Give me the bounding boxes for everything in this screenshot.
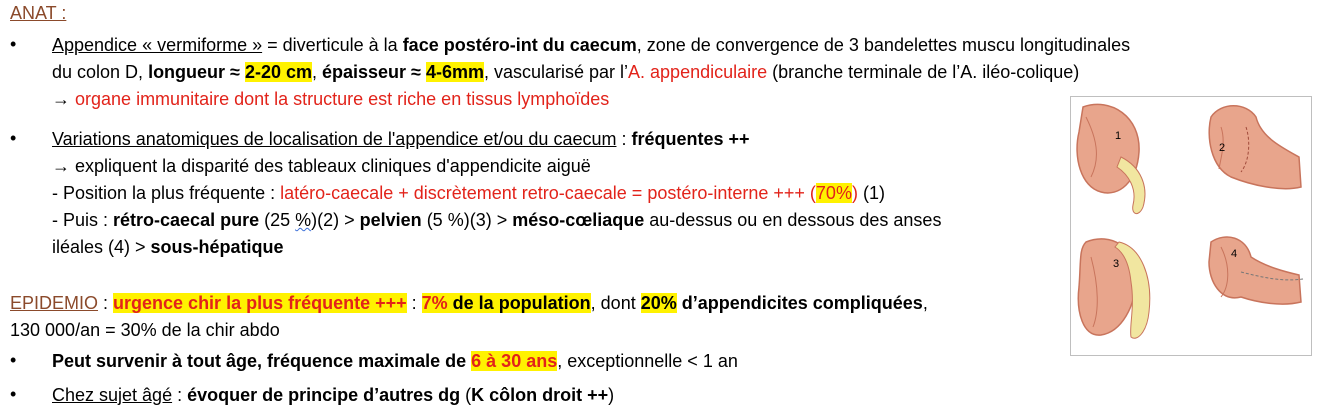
text: : [406, 293, 422, 313]
text: - Puis : [52, 210, 114, 230]
text-bold: longueur ≈ [148, 62, 245, 82]
sujet-age-label: Chez sujet âgé [52, 385, 173, 405]
text: , [922, 293, 928, 313]
anat-bullet1-line2 [52, 61, 1079, 83]
text-bold: sous-hépatique [150, 237, 284, 257]
highlight-length: 2-20 cm [244, 62, 312, 82]
text: - Position la plus fréquente : [52, 183, 281, 203]
text: )(2) > [311, 210, 360, 230]
anat-bullet2-line5 [52, 236, 284, 258]
epidemio-heading: EPIDEMIO [10, 293, 99, 313]
bullet-dot: • [10, 34, 17, 54]
highlight-70: 70% [815, 183, 852, 203]
highlight-thickness: 4-6mm [425, 62, 484, 82]
bullet-dot: • [10, 128, 17, 148]
text: (25 [259, 210, 296, 230]
text: (1) [857, 183, 885, 203]
text-bold: rétro-caecal pure [113, 210, 260, 230]
position-4-figure [1209, 237, 1303, 304]
position-1-figure [1077, 104, 1145, 213]
highlight-urgence: urgence chir la plus fréquente +++ [113, 293, 407, 313]
position-label-3: 3 [1113, 258, 1120, 270]
text: , [311, 62, 322, 82]
red-paren: ) [851, 183, 858, 203]
text-spellcheck: % [295, 210, 312, 230]
text-bold: fréquentes ++ [631, 129, 750, 149]
highlight-20pct: 20% [640, 293, 677, 313]
highlight-age: 6 à 30 ans [471, 351, 558, 371]
text-bold: évoquer de principe d’autres dg [187, 385, 461, 405]
anat-bullet2-line1 [52, 128, 750, 150]
appendice-label: Appendice « vermiforme » [52, 35, 263, 55]
text-bold: méso-cœliaque [512, 210, 645, 230]
epidemio-line2: 130 000/an = 30% de la chir abdo [10, 320, 280, 340]
arrow-icon: → [52, 89, 76, 109]
text: : [616, 129, 632, 149]
text-bold: Peut survenir à tout âge, fréquence maximale de [52, 351, 472, 371]
anat-bullet2-line4 [52, 209, 941, 231]
epidemio-bullet1 [52, 350, 738, 372]
text-bold: épaisseur ≈ [322, 62, 426, 82]
variations-label: Variations anatomiques de localisation de l'appendice et/ou du caecum [52, 129, 617, 149]
text: expliquent la disparité des tableaux cliniques d'appendicite aiguë [75, 156, 591, 176]
highlight-7pct: 7% [421, 293, 448, 313]
text-bold: face postéro-int du caecum [402, 35, 637, 55]
text: , dont [590, 293, 641, 313]
text: , vascularisé par l’ [483, 62, 629, 82]
text-bold: d’appendicites compliquées [676, 293, 923, 313]
position-3-figure [1078, 239, 1149, 338]
red-position: latéro-caecale + discrètement retro-caecale = postéro-interne +++ ( [280, 183, 816, 203]
appendix-diagram [1071, 97, 1311, 355]
bullet-dot: • [10, 350, 17, 370]
text: iléales (4) > [52, 237, 151, 257]
text: ( [460, 385, 472, 405]
text: , zone de convergence de 3 bandelettes muscu longitudinales [636, 35, 1131, 55]
text: (5 %)(3) > [421, 210, 513, 230]
text: au-dessus ou en dessous des anses [644, 210, 942, 230]
text: ) [608, 385, 615, 405]
anat-bullet2-line3 [52, 182, 885, 204]
anat-bullet1-line3 [52, 88, 609, 110]
position-label-4: 4 [1231, 248, 1238, 260]
text: , exceptionnelle < 1 an [557, 351, 738, 371]
text: : [98, 293, 114, 313]
arrow-icon: → [52, 156, 76, 176]
red-immune: organe immunitaire dont la structure est riche en tissus lymphoïdes [75, 89, 610, 109]
highlight-population: de la population [447, 293, 591, 313]
text: = diverticule à la [262, 35, 403, 55]
bullet-dot: • [10, 384, 17, 404]
text-bold: K côlon droit ++ [471, 385, 609, 405]
position-2-figure [1209, 106, 1301, 189]
anat-heading: ANAT : [10, 3, 67, 23]
anat-bullet2-line2 [52, 155, 591, 177]
text-bold: pelvien [359, 210, 422, 230]
epidemio-bullet2 [52, 384, 614, 406]
text: du colon D, [52, 62, 149, 82]
text: (branche terminale de l’A. iléo-colique) [767, 62, 1080, 82]
anat-bullet1-line1 [52, 34, 1130, 56]
position-label-1: 1 [1115, 130, 1122, 142]
position-label-2: 2 [1219, 142, 1226, 154]
appendix-positions-illustration [1070, 96, 1312, 356]
text: : [172, 385, 188, 405]
epidemio-line1 [10, 292, 928, 314]
red-artery: A. appendiculaire [628, 62, 768, 82]
